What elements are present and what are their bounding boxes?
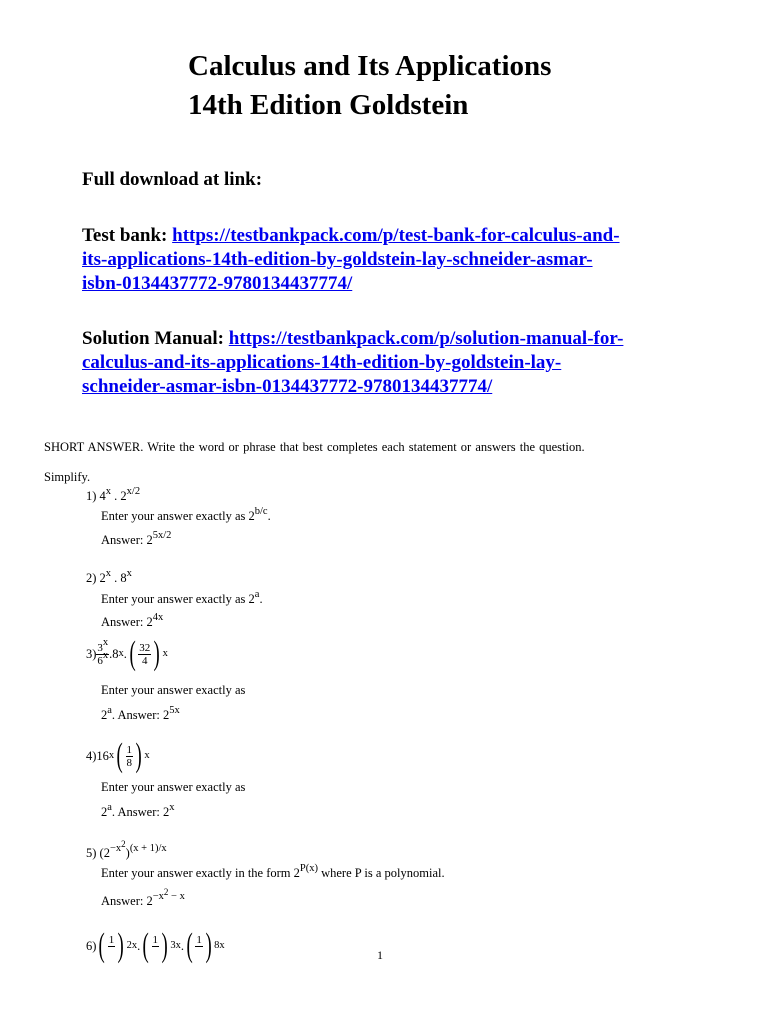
problem-3-answer: 2$^a$. Answer: $2^{5x}$	[101, 705, 180, 722]
problem-6-paren-c: ( 1 )	[186, 927, 212, 964]
solution-manual-link-part1[interactable]: https://testbankpack.com/p/solution-manual-for-	[228, 328, 624, 349]
instructions-text: SHORT ANSWER. Write the word or phrase that best completes each statement or answers the question.	[44, 440, 585, 454]
problem-2-expression: 2) 2$^x$ . 8$^x$	[86, 568, 132, 585]
problem-1-expression: 1) 4$^x$ . $2^{x/2}$	[86, 486, 141, 503]
problem-3-fraction: $\frac{3^x}{6^x}$	[97, 636, 109, 667]
problem-4-paren-group: ( $\frac{1}{8}$ )	[116, 737, 142, 774]
test-bank-label: Test bank:	[82, 225, 173, 246]
problem-4-answer: 2$^a$. Answer: 2$^x$	[101, 802, 175, 819]
problem-2-answer: Answer: $2^{4x}$	[101, 612, 164, 629]
download-label: Full download at link:	[82, 169, 263, 190]
problem-1-answer: Answer: $2^{5x/2}$	[101, 530, 172, 547]
problem-5-instruction: Enter your answer exactly in the form $2^{P(x)}$ where P is a polynomial.	[101, 863, 445, 880]
section-heading: Simplify.	[44, 470, 91, 484]
problem-3-paren-group: ( $\frac{32}{4}$ )	[129, 635, 161, 672]
problem-3-expression: 3) $\frac{3^x}{6^x}$ . 8 x . ( $\frac{32}{4}$ ) x	[86, 635, 168, 672]
document-title-line1: Calculus and Its Applications	[188, 50, 552, 82]
document-title-line2: 14th Edition Goldstein	[188, 89, 469, 121]
test-bank-link-part1[interactable]: https://testbankpack.com/p/test-bank-for-calculus-and-	[172, 225, 620, 246]
test-bank-line3	[82, 272, 352, 296]
problem-1-instruction: Enter your answer exactly as $2^{b/c}$.	[101, 506, 271, 523]
problem-5-expression: 5) $(2^{-x^2})^{(x + 1)/x}$	[86, 839, 167, 860]
solution-manual-line3	[82, 375, 492, 399]
solution-manual-line2	[82, 351, 561, 375]
test-bank-link-part2[interactable]: its-applications-14th-edition-by-goldstein-lay-schneider-asmar-	[82, 249, 593, 270]
problem-6-expression: 6) ( 1 ) 2x . ( 1 ) 3x . ( 1 ) 8x	[86, 927, 225, 964]
solution-manual-label: Solution Manual:	[82, 328, 229, 349]
page-number: 1	[377, 948, 383, 962]
solution-manual-link-part3[interactable]: schneider-asmar-isbn-0134437772-9780134437774/	[82, 376, 493, 397]
problem-3-instruction: Enter your answer exactly as	[101, 683, 246, 697]
problem-2-instruction: Enter your answer exactly as 2$^a$.	[101, 589, 263, 606]
problem-4-expression: 4) 16 x ( $\frac{1}{8}$ ) x	[86, 737, 150, 774]
solution-manual-line1	[82, 327, 623, 351]
problem-4-instruction: Enter your answer exactly as	[101, 780, 246, 794]
test-bank-line2	[82, 248, 593, 272]
problem-6-paren-a: ( 1 )	[98, 927, 125, 964]
problem-5-answer: Answer: $2^{-x^2 - x}$	[101, 887, 185, 908]
problem-6-paren-b: ( 1 )	[142, 927, 168, 964]
test-bank-link-part3[interactable]: isbn-0134437772-9780134437774/	[82, 273, 353, 294]
test-bank-line1	[82, 224, 620, 248]
solution-manual-link-part2[interactable]: calculus-and-its-applications-14th-edition-by-goldstein-lay-	[82, 352, 562, 373]
